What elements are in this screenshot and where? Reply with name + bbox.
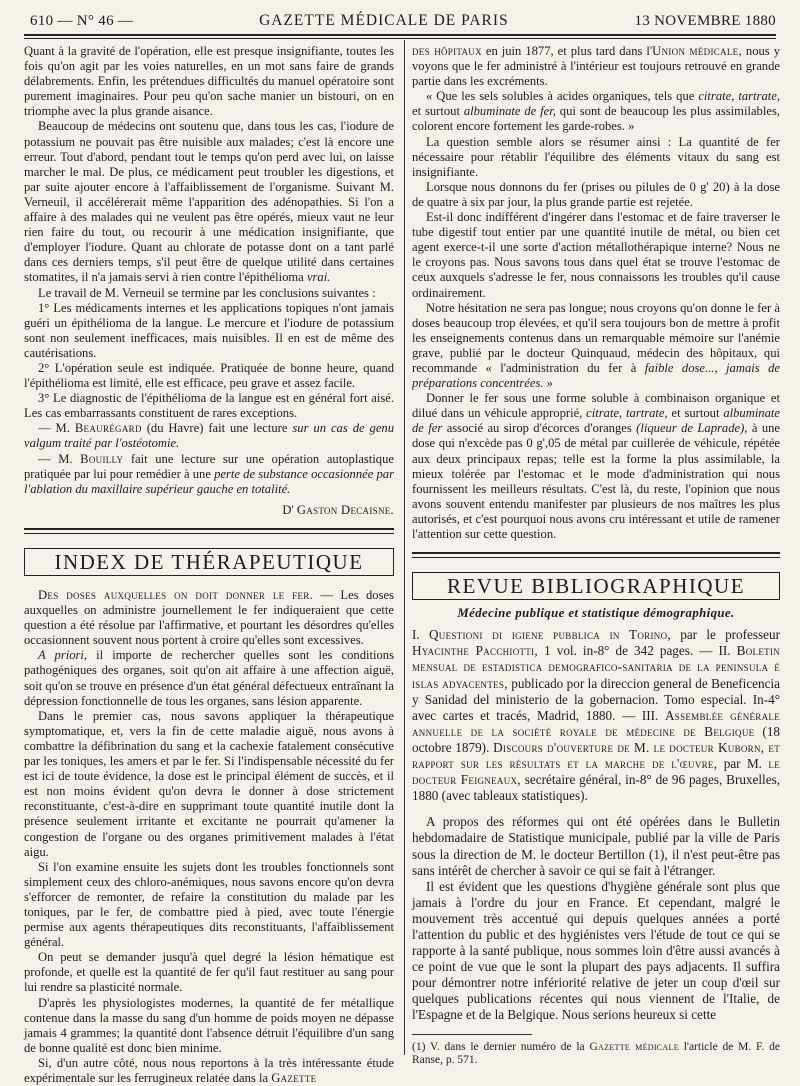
paragraph: — M. Beaurégard (du Havre) fait une lecture sur un cas de genu valgum traité par l'ostéotomie. bbox=[24, 421, 394, 451]
paragraph: On peut se demander jusqu'à quel degré la lésion hématique est profonde, et quelle est la quantité de fer qu'il faut restituer au sang pour lui rendre sa plasticité normale. bbox=[24, 950, 394, 995]
paragraph: Notre hésitation ne sera pas longue; nous croyons qu'on donne le fer à doses beaucoup trop élevées, et qu'il sera toujours bon de mettre à profit les enseignements contenus dans un remarquable mémoire sur l'anémie grave, publié par le docteur Quinquaud, médecin des hôpitaux, qui recommande « l'administration du fer à faible dose..., jamais de préparations concentrées. » bbox=[412, 300, 780, 391]
revue-subtitle: Médecine publique et statistique démographique. bbox=[457, 606, 735, 621]
paragraph: Beaucoup de médecins ont soutenu que, dans tous les cas, l'iodure de potassium ne pouvait pas être nuisible aux malades; c'est là encore une erreur. Tout d'abord, pendant tout le temps qu'on perd avec lui, on laisse marcher le mal. De plus, ce médicament peut troubler les digestions, et par suite ajouter encore à l'affaiblissement de l'organisme. Suivant M. Verneuil, il accélérerait même l'apparition des adénopathies. Si l'on a affaire à des malades qui ne veulent pas être opérés, mieux vaut ne leur rien faire du tout, ou recourir à une médication insignifiante, que d'employer l'iodure. Quant au chlorate de potasse dont on a tant parlé dans ces derniers temps, s'il peut être de quelque utilité dans certaines stomatites, il n'a jamais servi à rien contre l'épithélioma vrai. bbox=[24, 119, 394, 285]
column-divider bbox=[404, 40, 405, 1055]
paragraph: Si l'on examine ensuite les sujets dont les troubles fonctionnels sont simplement ceux des chloro-anémiques, nous savons encore qu'on devra s'efforcer de remonter, de refaire la constitution du malade par les toniques, par le fer, de combattre pied à pied, avec toute l'énergie permise aux agents thérapeutiques dits reconstituants, l'affaiblissement général. bbox=[24, 859, 394, 950]
paragraph: Si, d'un autre côté, nous nous reportons à la très intéressante étude expérimentale sur les ferrugineux relatée dans la Gazette bbox=[24, 1055, 394, 1085]
paragraph: — M. Bouilly fait une lecture sur une opération autoplastique pratiquée par lui pour remédier à une perte de substance occasionnée par l'ablation du maxillaire supérieur gauche en totalité. bbox=[24, 451, 394, 496]
page-number: 610 — N° 46 — bbox=[30, 13, 134, 29]
page-header bbox=[30, 12, 776, 34]
paragraph: 1° Les médicaments internes et les applications topiques n'ont jamais guéri un épithélioma de la langue. Le mercure et l'iodure de potassium sont non seulement inefficaces, mais nuisibles. Il en est de même des cautérisations. bbox=[24, 300, 394, 360]
paragraph: Est-il donc indifférent d'ingérer dans l'estomac et de faire traverser le tube digestif tout entier par une quantité inutile de métal, ou bien cet agent exerce-t-il une sorte d'action métallothérapique interne? Nous ne le croyons pas. Nous savons tous dans quel état se trouve l'estomac de ceux auxquels s'adresse le fer, nous connaissons les troubles qu'il cause ordinairement. bbox=[412, 210, 780, 300]
paragraph: Donner le fer sous une forme soluble à combinaison organique et dilué dans un véhicule approprié, citrate, tartrate, et surtout albuminate de fer associé au sirop d'écorces d'oranges (liqueur de Laprade), à une dose qui n'excède pas 0 g',05 de métal par cuillerée de véhicule, répétée aux deux principaux repas; telle est la forme la plus assimilable, la mieux tolérée par l'estomac et le mode d'administration qui nous fournissent les meilleurs résultats. C'est là, du reste, l'opinion que nous avons souvent entendu manifester par plusieurs de nos maîtres les plus autorisés, et c'est pourquoi nous avons cru intéressant et utile de ramener l'attention sur cette question. bbox=[412, 391, 781, 541]
paragraph: Le travail de M. Verneuil se termine par les conclusions suivantes : bbox=[38, 285, 376, 300]
section-rule bbox=[24, 528, 394, 534]
index-section-title: INDEX DE THÉRAPEUTIQUE bbox=[24, 548, 394, 576]
paragraph: D'après les physiologistes modernes, la quantité de fer métallique contenue dans la masse du sang d'un homme de poids moyen ne dépasse jamais 4 grammes; la quantité dont l'absence détruit l'équilibre d'un sang de bonne qualité est donc bien minime. bbox=[24, 995, 394, 1055]
revue-section-title: REVUE BIBLIOGRAPHIQUE bbox=[412, 572, 780, 600]
author-signature: D' Gaston Decaisne. bbox=[282, 502, 394, 517]
paragraph: A priori, il importe de rechercher quelles sont les conditions pathogéniques des organes, soit qu'on ait affaire à une affection aiguë, soit qu'on se trouve en présence d'un état général défectueux entraînant la dépression fonctionnelle de tous les organes, sans lésion apparente. bbox=[24, 648, 394, 708]
paragraph: des hôpitaux en juin 1877, et plus tard dans l'Union médicale, nous y voyons que le fer administré à l'intérieur est toujours retrouvé en grande partie dans les excréments. bbox=[412, 44, 780, 89]
right-column bbox=[412, 44, 780, 1068]
paragraph: 2° L'opération seule est indiquée. Pratiquée de bonne heure, quand l'épithélioma est limité, elle est efficace, peu grave et assez facile. bbox=[24, 360, 394, 391]
section-rule bbox=[412, 552, 780, 558]
paragraph: A propos des réformes qui ont été opérées dans le Bulletin hebdomadaire de Statistique municipale, publié par la ville de Paris sous la direction de M. le docteur Bertillon (1), il n'est peut-être pas sans intérêt de chercher à savoir ce qui se fait à l'étranger. bbox=[412, 814, 780, 878]
paragraph: 3° Le diagnostic de l'épithélioma de la langue est en général fort aisé. Les cas embarrassants constituent de rares exceptions. bbox=[24, 391, 394, 421]
paragraph: Il est évident que les questions d'hygiène générale sont plus que jamais à l'ordre du jour en France. Et cependant, malgré le mouvement très accentué qui depuis quelques années a porté l'attention du public et des hygiénistes vers l'étude de tout ce qui se rapporte à la santé publique, nous sommes loin d'être aussi avancés à ce point de vue que le sont la plupart des pays adjacents. Il suffira pour démontrer notre infériorité relative de jeter un coup d'œil sur quelques publications récentes qui nous viennent de l'Italie, de l'Espagne et de la Belgique. Nous serions heureux si cette bbox=[412, 878, 780, 1023]
footnote-rule bbox=[412, 1034, 532, 1035]
journal-title: GAZETTE MÉDICALE DE PARIS bbox=[259, 12, 509, 29]
bibliography-block bbox=[412, 627, 780, 1023]
footnote: (1) V. dans le dernier numéro de la Gazette médicale l'article de M. F. de Ranse, p. 571. bbox=[412, 1040, 781, 1067]
paragraph: « Que les sels solubles à acides organiques, tels que citrate, tartrate, et surtout albuminate de fer, qui sont de beaucoup les plus assimilables, colorent encore fortement les garde-robes. » bbox=[412, 89, 780, 134]
left-column bbox=[24, 44, 394, 1086]
paragraph: Dans le premier cas, nous savons appliquer la thérapeutique symptomatique, et, vers la fin de cette maladie aiguë, nous avons à combattre la défibrination du sang et la cachexie fatalement consécutive par les toniques, les amers et par le fer. Si l'indispensable nécessité du fer est ici de toute évidence, la dose est le principal élément de succès, et il est non moins évident qu'on devra le donner à dose strictement reconstituante, c'est-à-dire en supprimant toute quantité inutile dont la présence seulement irritante et excitante ne pourrait qu'amener la congestion de l'organe ou des organes primitivement malades à l'état aigu. bbox=[24, 708, 394, 859]
paragraph: Lorsque nous donnons du fer (prises ou pilules de 0 g' 20) à la dose de quatre à six par jour, la plus grande partie est rejetée. bbox=[412, 179, 780, 209]
bibliography-entry: I. Questioni di igiene pubblica in Torino, par le professeur Hyacinthe Pacchiotti, 1 vol. in-8° de 342 pages. — II. Boletin mensual de estadistica demografico-sanitaria de la peninsula é islas adyacentes, publicado por la direccion general de Beneficencia y Sanidad del ministerio de la gobernacion. Tomo especial. In-4° avec cartes et tracés, Madrid, 1880. — III. Assemblée générale annuelle de la société royale de médecine de Belgique (18 octobre 1879). Discours d'ouverture de M. le docteur Kuborn, et rapport sur les résultats et la marche de l'œuvre, par M. le docteur Feigneaux, secrétaire général, in-8° de 96 pages, Bruxelles, 1880 (avec tableaux statistiques). bbox=[412, 627, 781, 804]
header-rule bbox=[24, 34, 776, 36]
paragraph: Quant à la gravité de l'opération, elle est presque insignifiante, toutes les fois qu'on agit par les voies naturelles, en un mot sans faire de grands délabrements. Enfin, les prétendues difficultés du manuel opératoire sont purement imaginaires. Pour peu qu'on sache manier un bistouri, on en triomphe avec la plus grande aisance. bbox=[24, 44, 394, 119]
paragraph: Des doses auxquelles on doit donner le fer. — Les doses auxquelles on administre journellement le fer indiqueraient que cette question a été résolue par l'affirmative, et pourtant les désordres qu'elles occasionnent souvent nous portent à croire qu'elles sont excessives. bbox=[24, 588, 395, 648]
header-rule-thin bbox=[24, 38, 776, 39]
issue-date: 13 NOVEMBRE 1880 bbox=[634, 13, 776, 29]
paragraph: La question semble alors se résumer ainsi : La quantité de fer nécessaire pour rétablir l'équilibre des éléments vitaux du sang est insignifiante. bbox=[412, 134, 780, 179]
